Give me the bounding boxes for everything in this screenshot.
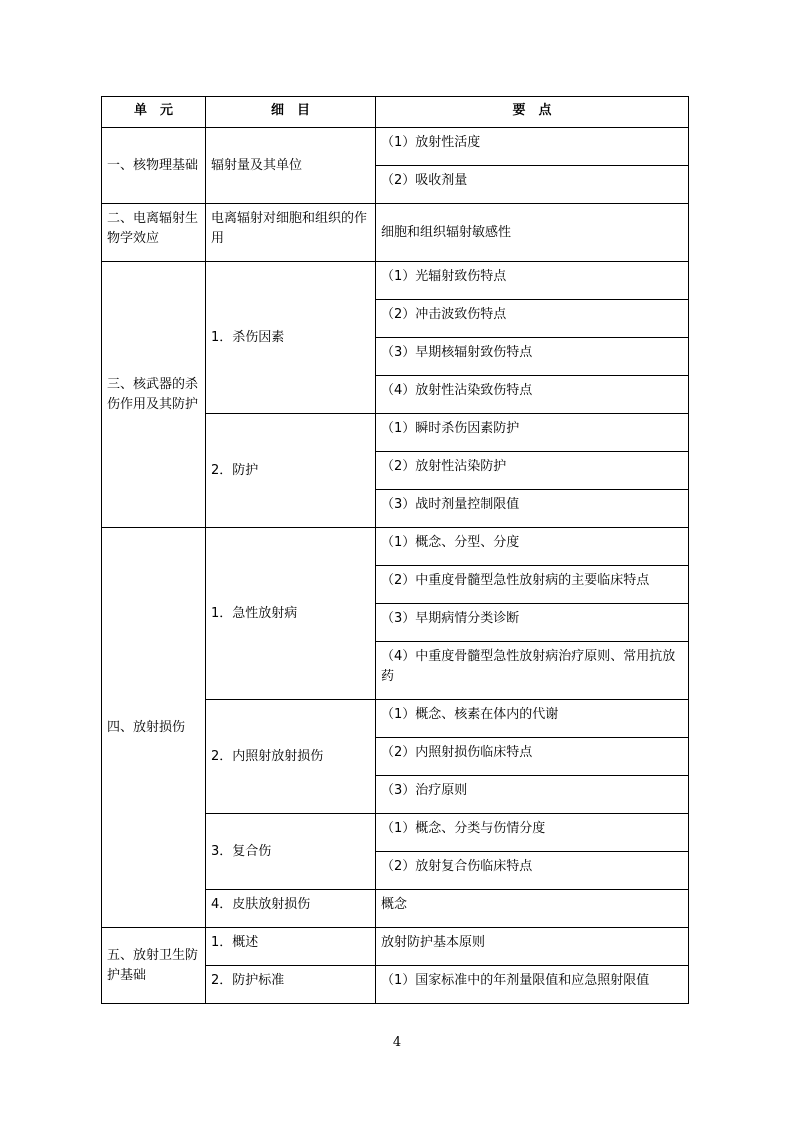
point-cell: （3）早期病情分类诊断 — [376, 604, 689, 642]
point-cell: （2）冲击波致伤特点 — [376, 300, 689, 338]
point-cell: （2）中重度骨髓型急性放射病的主要临床特点 — [376, 566, 689, 604]
table-row — [102, 204, 689, 262]
item-cell: 1．概述 — [206, 928, 376, 966]
unit-cell: 三、核武器的杀伤作用及其防护 — [102, 262, 206, 528]
point-cell: （3）治疗原则 — [376, 776, 689, 814]
item-cell: 1．杀伤因素 — [206, 262, 376, 414]
point-cell: （1）概念、分型、分度 — [376, 528, 689, 566]
header-row — [102, 97, 689, 128]
item-cell: 2．内照射放射损伤 — [206, 700, 376, 814]
point-cell: （3）早期核辐射致伤特点 — [376, 338, 689, 376]
point-cell: （1）放射性活度 — [376, 128, 689, 166]
point-cell: （3）战时剂量控制限值 — [376, 490, 689, 528]
point-cell: 概念 — [376, 890, 689, 928]
unit-cell: 一、核物理基础 — [102, 128, 206, 204]
table-row — [102, 128, 689, 166]
table-row — [102, 928, 689, 966]
item-cell: 3．复合伤 — [206, 814, 376, 890]
item-cell: 4．皮肤放射损伤 — [206, 890, 376, 928]
point-cell: （2）放射复合伤临床特点 — [376, 852, 689, 890]
point-cell: （1）国家标准中的年剂量限值和应急照射限值 — [376, 966, 689, 1004]
table-row — [102, 262, 689, 300]
unit-cell: 二、电离辐射生物学效应 — [102, 204, 206, 262]
point-cell: （2）放射性沾染防护 — [376, 452, 689, 490]
item-cell: 电离辐射对细胞和组织的作用 — [206, 204, 376, 262]
unit-cell: 五、放射卫生防护基础 — [102, 928, 206, 1004]
point-cell: （4）放射性沾染致伤特点 — [376, 376, 689, 414]
point-cell: （1）概念、核素在体内的代谢 — [376, 700, 689, 738]
point-cell: （2）内照射损伤临床特点 — [376, 738, 689, 776]
page-number: 4 — [392, 1035, 402, 1050]
syllabus-table — [101, 96, 689, 1004]
header-unit: 单 元 — [102, 97, 206, 128]
unit-cell: 四、放射损伤 — [102, 528, 206, 928]
item-cell: 辐射量及其单位 — [206, 128, 376, 204]
table-row — [102, 528, 689, 566]
point-cell: （4）中重度骨髓型急性放射病治疗原则、常用抗放药 — [376, 642, 689, 700]
point-cell: 细胞和组织辐射敏感性 — [376, 204, 689, 262]
item-cell: 2．防护标准 — [206, 966, 376, 1004]
item-cell: 2．防护 — [206, 414, 376, 528]
header-item: 细 目 — [206, 97, 376, 128]
point-cell: （1）概念、分类与伤情分度 — [376, 814, 689, 852]
point-cell: （2）吸收剂量 — [376, 166, 689, 204]
point-cell: 放射防护基本原则 — [376, 928, 689, 966]
header-point: 要 点 — [376, 97, 689, 128]
item-cell: 1．急性放射病 — [206, 528, 376, 700]
point-cell: （1）瞬时杀伤因素防护 — [376, 414, 689, 452]
point-cell: （1）光辐射致伤特点 — [376, 262, 689, 300]
